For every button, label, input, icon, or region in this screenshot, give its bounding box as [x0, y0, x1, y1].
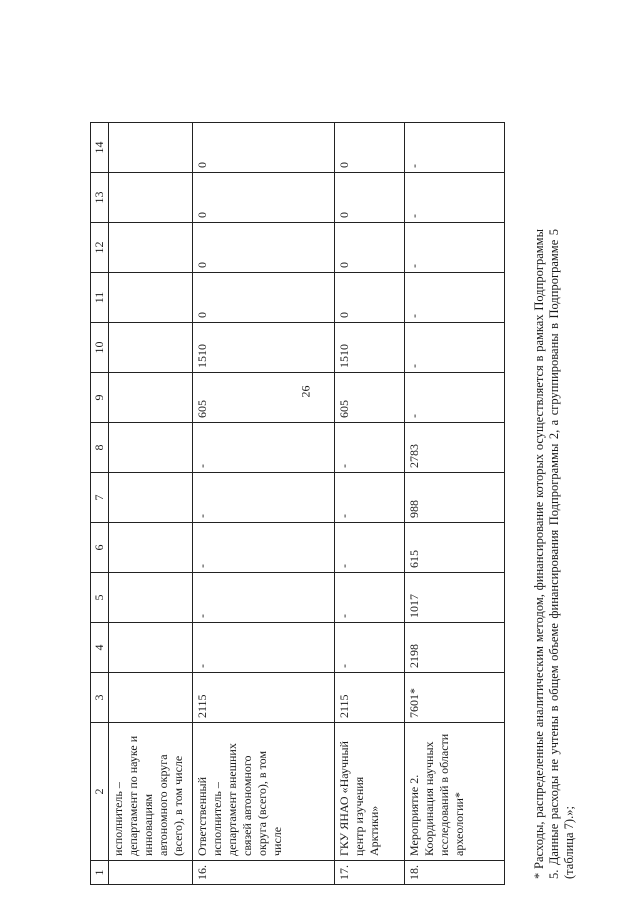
row-name-cell: исполнитель – департамент по науке и инновациям автономного округа (всего), в том числе [109, 723, 193, 861]
value-cell: 988 [405, 473, 505, 523]
value-cell: - [335, 423, 405, 473]
value-cell: 0 [193, 223, 335, 273]
header-cell: 10 [91, 323, 109, 373]
value-cell: 1017 [405, 573, 505, 623]
value-cell: - [193, 573, 335, 623]
value-cell: - [335, 623, 405, 673]
table-row [193, 123, 335, 885]
value-cell: - [335, 473, 405, 523]
row-name-cell: Ответственный исполнитель – департамент внешних связей автономного округа (всего), в том числе [193, 723, 335, 861]
value-cell: 2115 [193, 673, 335, 723]
value-cell: 0 [193, 173, 335, 223]
value-cell: 605 [193, 373, 335, 423]
value-cell [109, 573, 193, 623]
table-row [109, 123, 193, 885]
budget-table [90, 122, 505, 885]
value-cell: 0 [193, 273, 335, 323]
value-cell [109, 123, 193, 173]
rotated-page-content [90, 5, 630, 885]
table-header-row [91, 123, 109, 885]
value-cell: 2115 [335, 673, 405, 723]
value-cell [109, 623, 193, 673]
value-cell: - [405, 123, 505, 173]
header-cell: 11 [91, 273, 109, 323]
value-cell: 0 [335, 223, 405, 273]
table-row [335, 123, 405, 885]
value-cell: 1510 [335, 323, 405, 373]
value-cell [109, 273, 193, 323]
header-cell: 9 [91, 373, 109, 423]
value-cell: - [405, 373, 505, 423]
page-number: 26 [298, 385, 313, 398]
header-cell: 2 [91, 723, 109, 861]
value-cell: 605 [335, 373, 405, 423]
value-cell: - [335, 523, 405, 573]
value-cell: 1510 [193, 323, 335, 373]
row-number-cell [109, 861, 193, 885]
value-cell: 0 [335, 123, 405, 173]
value-cell: - [335, 573, 405, 623]
value-cell: - [193, 623, 335, 673]
header-cell: 12 [91, 223, 109, 273]
header-cell: 7 [91, 473, 109, 523]
value-cell: 0 [335, 173, 405, 223]
row-number-cell: 17. [335, 861, 405, 885]
value-cell: 0 [193, 123, 335, 173]
header-cell: 6 [91, 523, 109, 573]
value-cell: - [193, 473, 335, 523]
footnote: * Расходы, распределенные аналитическим методом, финансирование которых осуществляется в рамках Подпрограммы 5. Данные расходы не учтены в общем объеме финансирования Подпрограммы 2, а сгруппированы в Подпрограмме 5 (таблица 7).»; [532, 229, 576, 879]
row-name-cell: ГКУ ЯНАО «Научный центр изучения Арктики» [335, 723, 405, 861]
header-cell: 13 [91, 173, 109, 223]
value-cell [109, 173, 193, 223]
value-cell: - [405, 273, 505, 323]
value-cell: 0 [335, 273, 405, 323]
value-cell [109, 373, 193, 423]
value-cell [109, 423, 193, 473]
row-number-cell: 18. [405, 861, 505, 885]
value-cell: - [405, 323, 505, 373]
header-cell: 3 [91, 673, 109, 723]
header-cell: 5 [91, 573, 109, 623]
value-cell: 615 [405, 523, 505, 573]
row-number-cell: 16. [193, 861, 335, 885]
table-row [405, 123, 505, 885]
value-cell [109, 323, 193, 373]
table-body [91, 123, 505, 885]
value-cell: 2198 [405, 623, 505, 673]
header-cell: 4 [91, 623, 109, 673]
header-cell: 14 [91, 123, 109, 173]
value-cell [109, 473, 193, 523]
header-cell: 8 [91, 423, 109, 473]
value-cell: - [405, 223, 505, 273]
header-cell: 1 [91, 861, 109, 885]
value-cell: 7601* [405, 673, 505, 723]
value-cell [109, 673, 193, 723]
value-cell: - [193, 523, 335, 573]
row-name-cell: Мероприятие 2. Координация научных исследований в области археологии* [405, 723, 505, 861]
value-cell [109, 523, 193, 573]
value-cell [109, 223, 193, 273]
value-cell: 2783 [405, 423, 505, 473]
value-cell: - [193, 423, 335, 473]
value-cell: - [405, 173, 505, 223]
